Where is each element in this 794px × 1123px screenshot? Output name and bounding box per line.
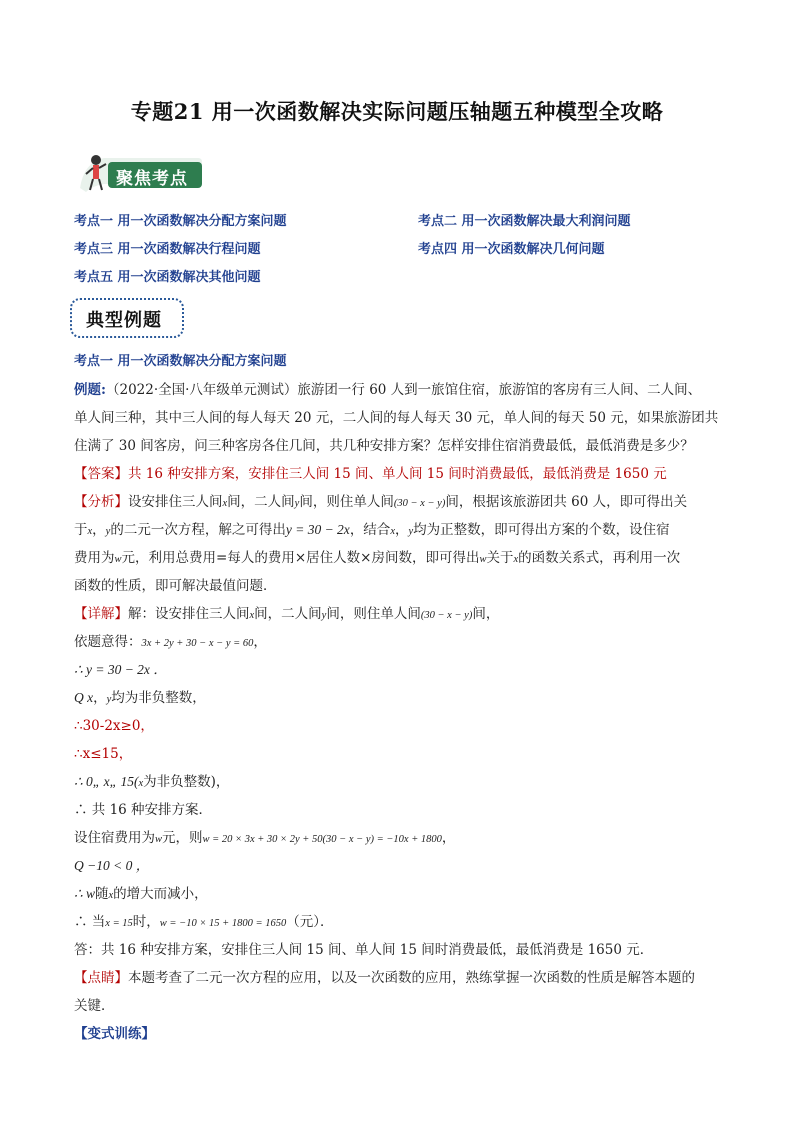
topic-heading: 考点一 用一次函数解决分配方案问题 <box>74 354 287 369</box>
example-label: 例题: <box>74 382 106 398</box>
focus-points-banner <box>74 148 204 196</box>
detail-line-6: ∴x≤15， <box>74 746 133 762</box>
toc-item-2: 考点二 用一次函数解决最大利润问题 <box>418 214 631 229</box>
detail-line-9: 设住宿费用为w元，则w = 20 × 3x + 30 × 2y + 50(30 − x − y) = −10x + 1800， <box>74 830 456 846</box>
detail-line-12: ∴ 当x = 15时，w = −10 × 15 + 1800 = 1650（元）． <box>74 914 334 930</box>
answer-tag: 【答案】 <box>74 466 128 482</box>
analysis-tag: 【分析】 <box>74 494 128 510</box>
toc-item-5: 考点五 用一次函数解决其他问题 <box>74 270 261 285</box>
variant-training-heading: 【变式训练】 <box>74 1026 155 1042</box>
banner-label: 聚焦考点 <box>116 169 188 189</box>
comment-line-1: 【点睛】本题考查了二元一次方程的应用，以及一次函数的应用，熟练掌握一次函数的性质是解答本题的 <box>74 970 695 986</box>
section-label: 典型例题 <box>86 310 162 331</box>
detail-line-3: ∴ y = 30 − 2x ． <box>74 662 167 677</box>
detail-line-11: ∴ w随x的增大而减小， <box>74 886 208 902</box>
answer-line: 【答案】共 16 种安排方案，安排住三人间 15 间、单人间 15 间时消费最低，最低消费是 1650 元 <box>74 466 667 482</box>
analysis-line-3: 费用为w元，利用总费用=每人的费用×居住人数×房间数，即可得出w关于x的函数关系式，再利用一次 <box>74 550 681 566</box>
detail-line-5: ∴30-2x≥0， <box>74 718 154 734</box>
detail-answer-line: 答：共 16 种安排方案，安排住三人间 15 间、单人间 15 间时消费最低，最低消费是 1650 元． <box>74 942 654 958</box>
detail-line-4: Q x，y均为非负整数， <box>74 690 206 706</box>
comment-line-2: 关键． <box>74 998 115 1014</box>
toc-item-3: 考点三 用一次函数解决行程问题 <box>74 242 261 257</box>
analysis-line-4: 函数的性质，即可解决最值问题． <box>74 578 277 594</box>
toc-item-4: 考点四 用一次函数解决几何问题 <box>418 242 605 257</box>
analysis-line-2: 于x，y的二元一次方程，解之可得出y = 30 − 2x，结合x，y均为正整数，即可得出方案的个数，设住宿 <box>74 522 670 538</box>
page-title: 专题21 用一次函数解决实际问题压轴题五种模型全攻略 <box>130 99 664 124</box>
comment-tag: 【点睛】 <box>74 970 128 986</box>
detail-tag: 【详解】 <box>74 606 128 622</box>
detail-line-1: 【详解】解：设安排住三人间x间，二人间y间，则住单人间(30 − x − y)间， <box>74 606 500 622</box>
detail-line-2: 依题意得：3x + 2y + 30 − x − y = 60， <box>74 634 267 650</box>
analysis-line-1: 【分析】设安排住三人间x间，二人间y间，则住单人间(30 − x − y)间，根据该旅游团共 60 人，即可得出关 <box>74 494 688 510</box>
example-line-3: 住满了 30 间客房，问三种客房各住几间，共几种安排方案？怎样安排住宿消费最低，最低消费是多少？ <box>74 438 694 454</box>
detail-line-10: Q −10 < 0 ， <box>74 858 150 873</box>
toc-item-1: 考点一 用一次函数解决分配方案问题 <box>74 214 287 229</box>
example-line-2: 单人间三种，其中三人间的每人每天 20 元，二人间的每人每天 30 元，单人间的每天 50 元，如果旅游团共 <box>74 410 719 426</box>
detail-line-7: ∴ 0„ x„ 15(x为非负整数)， <box>74 774 230 790</box>
example-line-1: 例题:（2022·全国·八年级单元测试）旅游团一行 60 人到一旅馆住宿，旅游馆的客房有三人间、二人间、 <box>74 382 702 398</box>
detail-line-8: ∴ 共 16 种安排方案． <box>74 802 213 818</box>
